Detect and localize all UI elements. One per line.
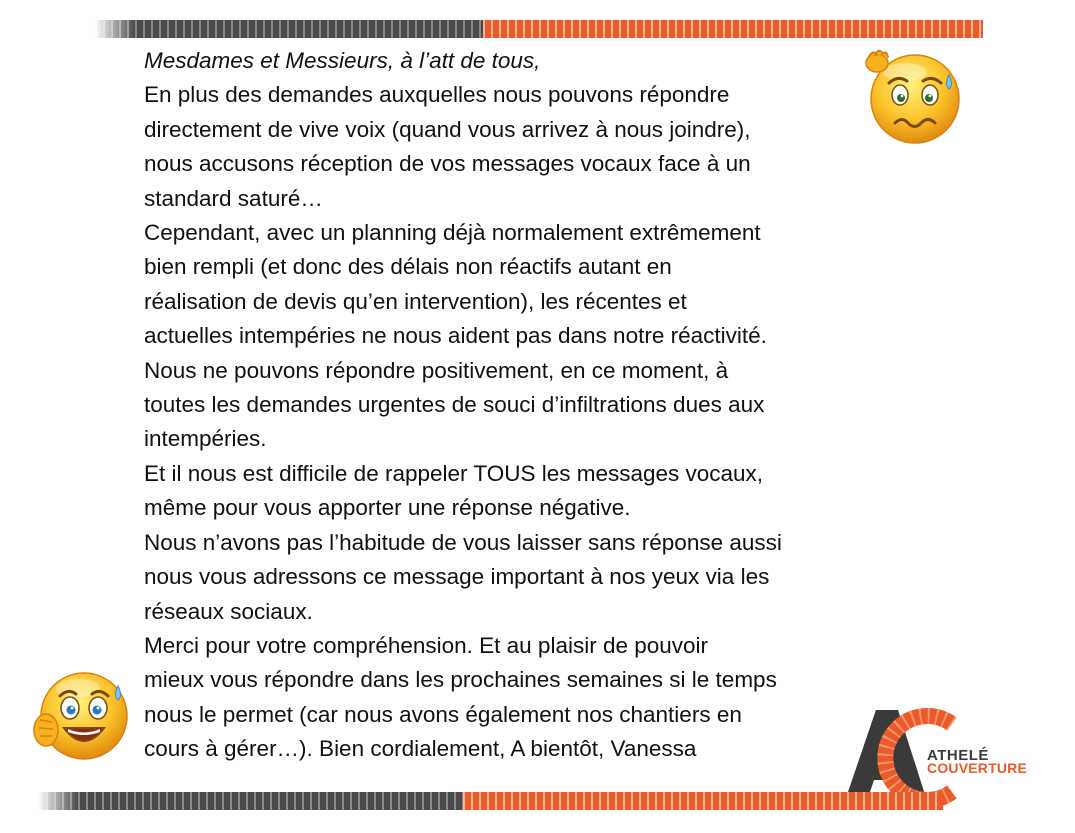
top-stripe-orange-segment: [483, 20, 983, 38]
message-line: En plus des demandes auxquelles nous pouvons répondre: [144, 82, 730, 108]
message-line: Et il nous est difficile de rappeler TOUS les messages vocaux,: [144, 460, 764, 486]
message-line: standard saturé…: [144, 185, 323, 211]
message-line: Nous ne pouvons répondre positivement, en ce moment, à: [144, 357, 729, 383]
bottom-stripe-fade: [38, 792, 78, 810]
message-line: mieux vous répondre dans les prochaines semaines si le temps: [144, 667, 777, 693]
message-line: Nous n’avons pas l’habitude de vous laisser sans réponse aussi: [144, 529, 782, 555]
bottom-decorative-stripe: [38, 792, 943, 810]
bottom-stripe-orange-segment: [463, 792, 943, 810]
message-line: même pour vous apporter une réponse négative.: [144, 495, 631, 521]
top-decorative-stripe: [95, 20, 983, 38]
logo-brand-name: ATHELÉ: [927, 747, 989, 764]
message-line: intempéries.: [144, 426, 267, 452]
message-line: nous le permet (car nous avons également nos chantiers en: [144, 701, 742, 727]
message-line: Merci pour votre compréhension. Et au plaisir de pouvoir: [144, 632, 709, 658]
worried-emoji-icon: [855, 45, 970, 145]
message-line: réalisation de devis qu’en intervention), les récentes et: [144, 288, 687, 314]
logo-brand-subtitle: COUVERTURE: [927, 760, 1028, 776]
message-line: bien rempli (et donc des délais non réactifs autant en: [144, 254, 672, 280]
message-line: nous accusons réception de vos messages vocaux face à un: [144, 151, 751, 177]
message-line: cours à gérer…). Bien cordialement, A bientôt, Vanessa: [144, 736, 697, 762]
message-body: [144, 44, 904, 767]
message-line: toutes les demandes urgentes de souci d’infiltrations dues aux: [144, 392, 765, 418]
message-line: nous vous adressons ce message important à nos yeux via les: [144, 564, 770, 590]
message-line: réseaux sociaux.: [144, 598, 313, 624]
nervous-laughing-emoji-icon: [30, 668, 132, 764]
message-line: actuelles intempéries ne nous aident pas dans notre réactivité.: [144, 323, 767, 349]
message-greeting: Mesdames et Messieurs, à l’att de tous,: [144, 48, 541, 73]
message-line: Cependant, avec un planning déjà normalement extrêmement: [144, 220, 761, 246]
message-line: directement de vive voix (quand vous arrivez à nous joindre),: [144, 116, 751, 142]
top-stripe-fade: [95, 20, 135, 38]
